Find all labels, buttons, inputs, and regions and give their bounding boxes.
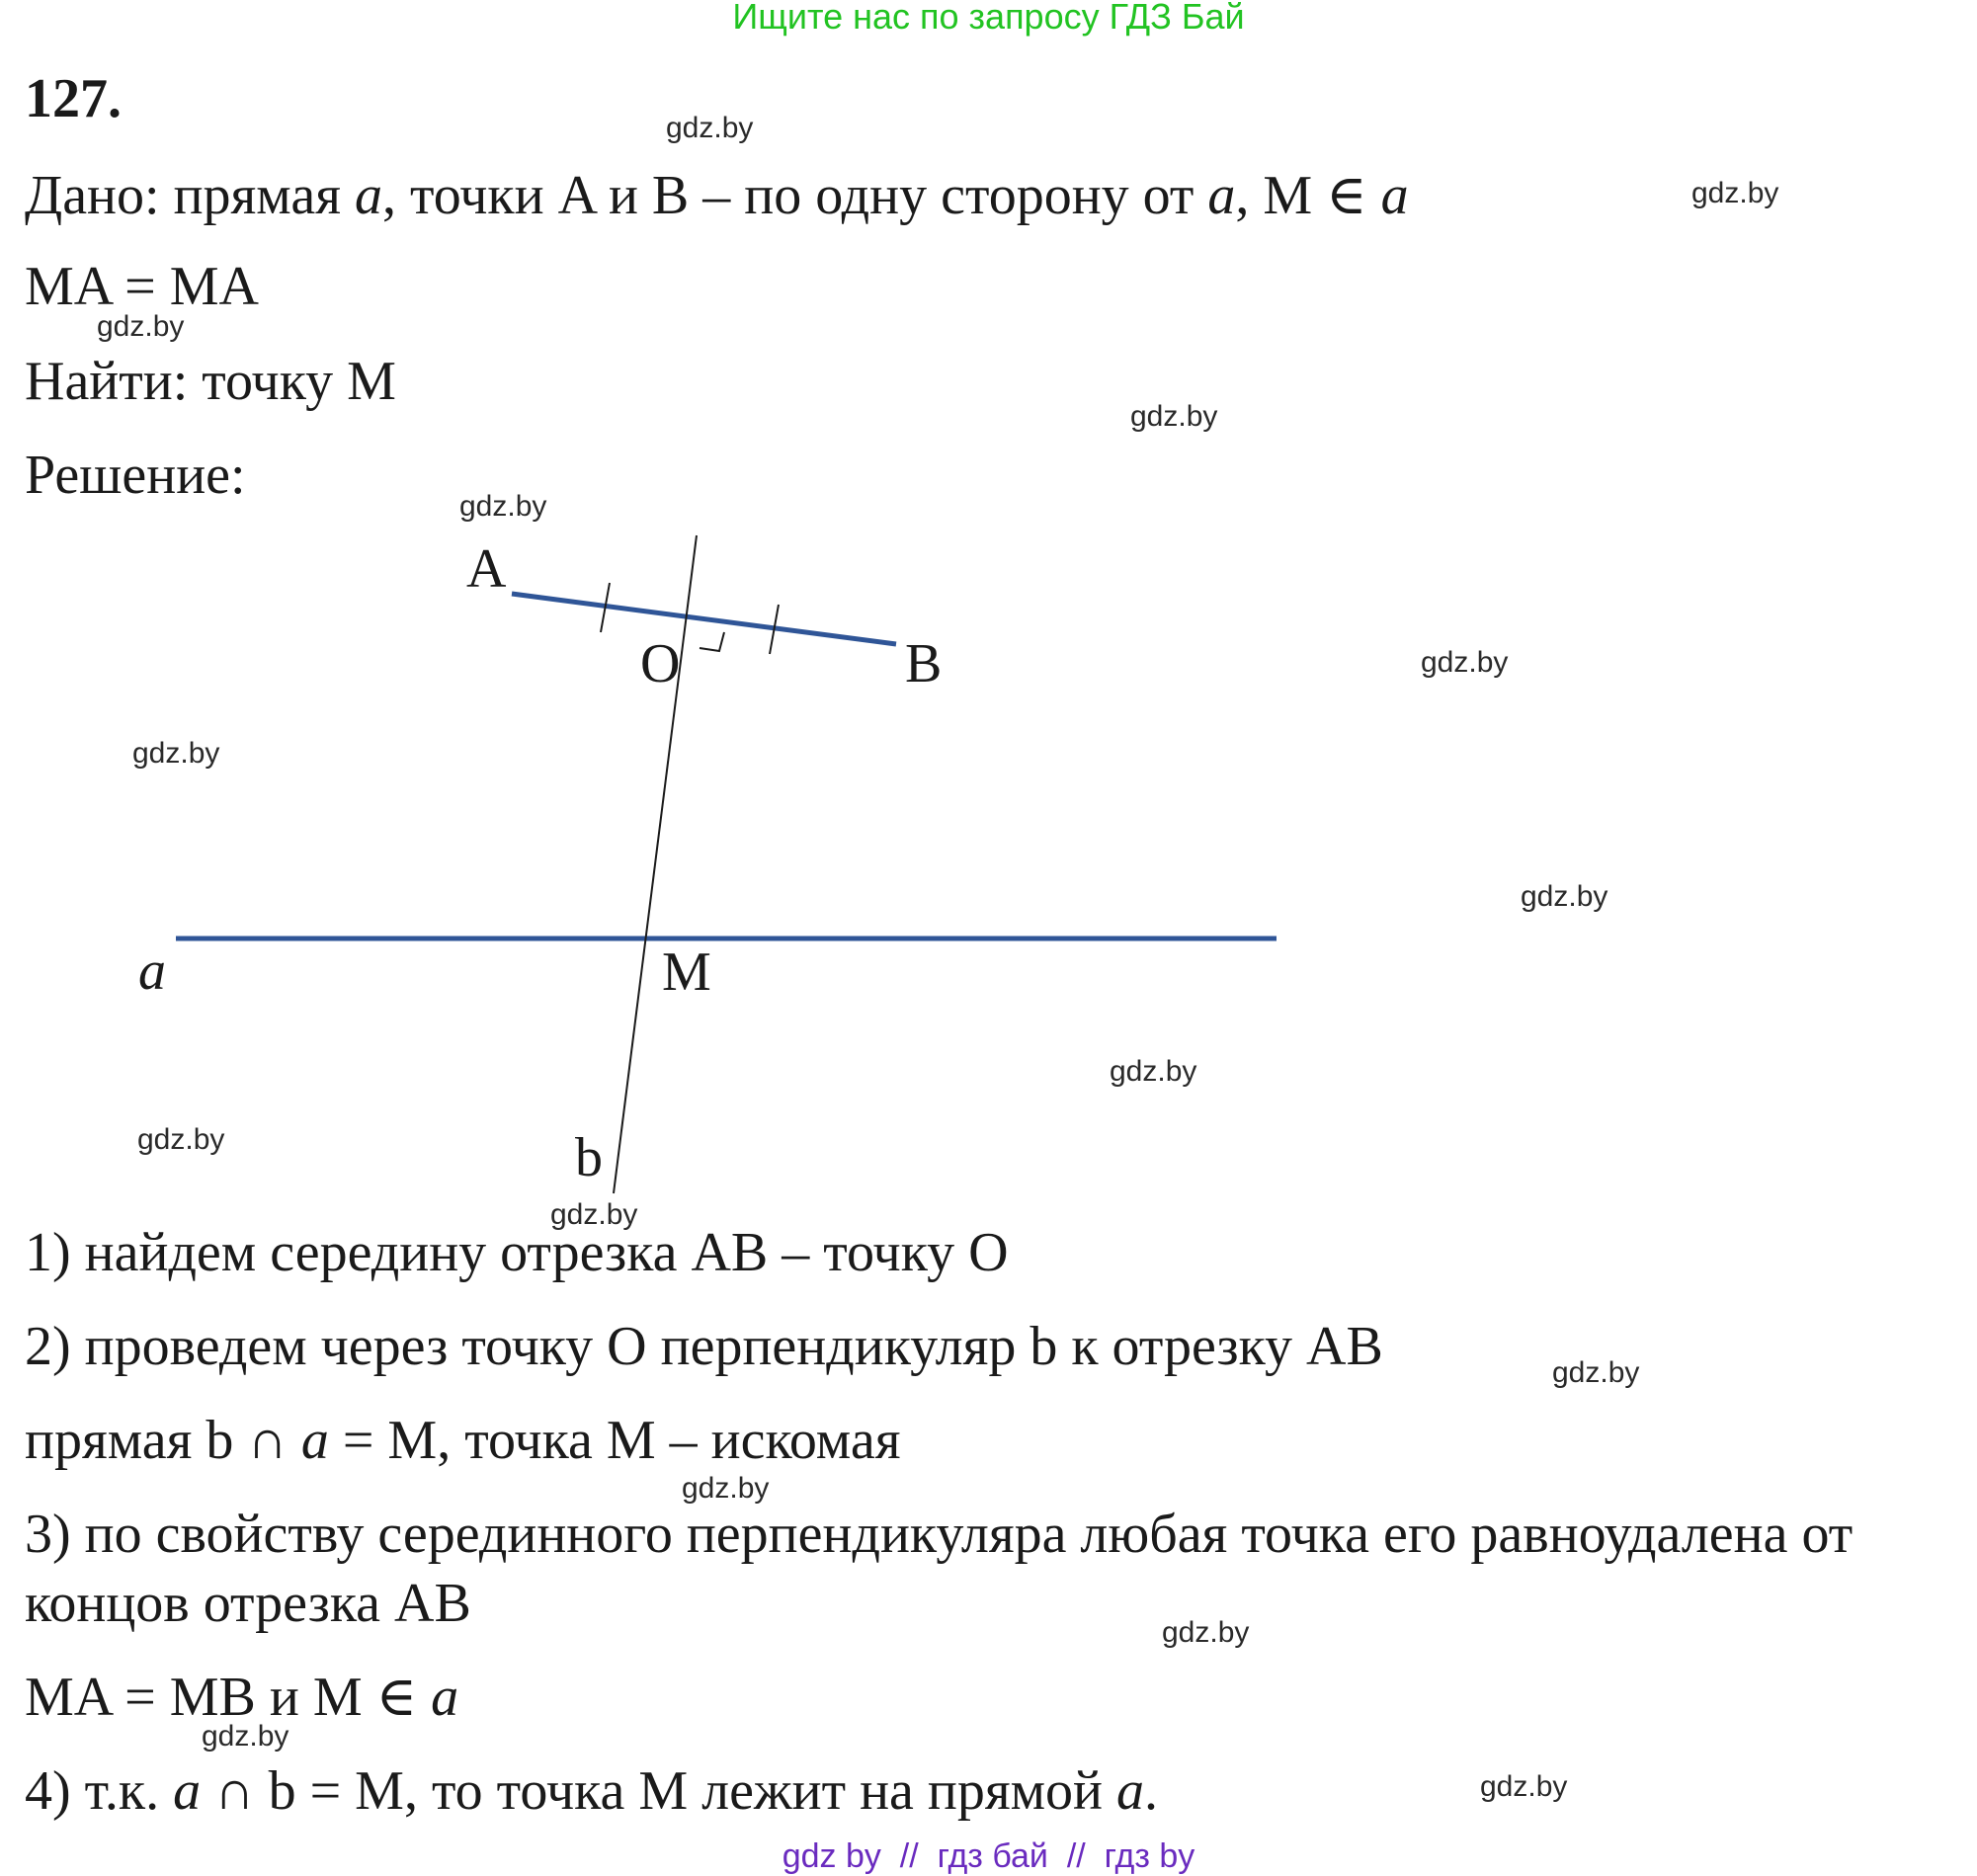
step-4 (25, 1760, 1159, 1822)
line-a-label: a (138, 940, 166, 1002)
step-4-var-a: a (1116, 1760, 1145, 1822)
intersection-post: = M, точка M – искомая (328, 1410, 901, 1471)
given-m: , M ∈ (1235, 165, 1381, 226)
intersection-pre: прямая b ∩ (25, 1410, 301, 1471)
step-4-var-a: a (173, 1760, 202, 1822)
watermark: gdz.by (132, 737, 220, 770)
line-b-label: b (575, 1127, 603, 1188)
point-b-label: B (905, 633, 943, 694)
given-var-a: a (1207, 165, 1236, 226)
step-1: 1) найдем середину отрезка AB – точку O (25, 1222, 1009, 1283)
watermark: gdz.by (1480, 1770, 1568, 1803)
equality-result-pre: MA = MB и M ∈ (25, 1667, 432, 1728)
point-o-label: O (640, 633, 681, 694)
step-3-line-2: концов отрезка AB (25, 1573, 471, 1634)
given-middle: , точки A и B – по одну сторону от (381, 165, 1208, 226)
step-4-end: . (1144, 1760, 1159, 1822)
solution-heading: Решение: (25, 445, 246, 506)
step-4-mid: ∩ b = M, то точка M лежит на прямой (201, 1760, 1117, 1822)
given-var-a: a (1380, 165, 1409, 226)
equality-line: MA = MA (25, 256, 259, 317)
watermark: gdz.by (137, 1123, 225, 1156)
point-a-label: A (466, 538, 507, 600)
watermark: gdz.by (1521, 880, 1608, 913)
watermark: gdz.by (1421, 646, 1509, 679)
step-3-line-1: 3) по свойству серединного перпендикуляра любая точка его равноудалена от (25, 1504, 1853, 1565)
watermark: gdz.by (459, 490, 547, 523)
watermark: gdz.by (666, 112, 754, 144)
intersection-var-a: a (300, 1410, 329, 1471)
point-m-label: M (662, 941, 711, 1003)
watermark: gdz.by (202, 1720, 289, 1753)
right-angle-mark (700, 632, 724, 651)
segment-ab (512, 594, 896, 644)
watermark: gdz.by (1162, 1616, 1250, 1649)
watermark: gdz.by (1691, 177, 1779, 209)
watermark: gdz.by (1110, 1055, 1197, 1088)
find-line: Найти: точку M (25, 351, 396, 412)
given-prefix: Дано: прямая (25, 165, 355, 226)
problem-number: 127. (25, 68, 122, 129)
step-2: 2) проведем через точку O перпендикуляр b к отрезку AB (25, 1316, 1383, 1377)
intersection-line (25, 1410, 901, 1471)
equality-result (25, 1667, 459, 1728)
watermark: gdz.by (97, 310, 185, 343)
watermark: gdz.by (682, 1472, 770, 1505)
equality-result-var-a: a (431, 1667, 459, 1728)
watermark: gdz.by (550, 1198, 638, 1231)
given-var-a: a (354, 165, 382, 226)
watermark: gdz.by (1552, 1356, 1640, 1389)
step-4-pre: 4) т.к. (25, 1760, 174, 1822)
footer-link[interactable]: gdz by // гдз бай // гдз by (782, 1837, 1195, 1875)
search-hint-link[interactable]: Ищите нас по запросу ГДЗ Бай (732, 0, 1245, 37)
watermark: gdz.by (1130, 400, 1218, 433)
